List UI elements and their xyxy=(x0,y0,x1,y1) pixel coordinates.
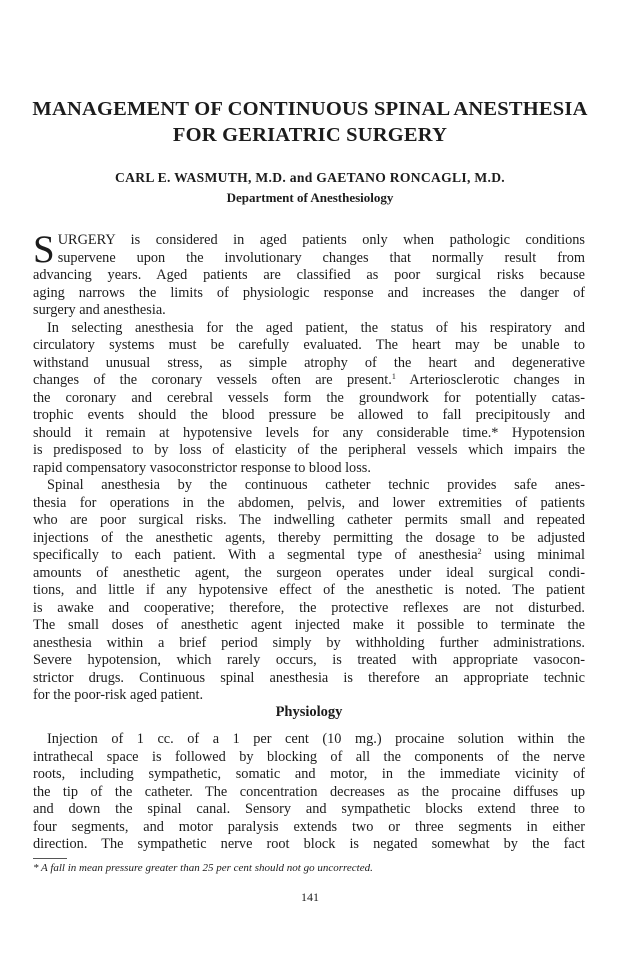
paragraph-2 xyxy=(33,320,585,478)
text-segment: Arteriosclerotic changes in xyxy=(395,372,585,388)
text-line: and down the spinal canal. Sensory and sympathetic blocks extend three to xyxy=(33,801,585,817)
text-line: injections of the anesthetic agents, thereby permitting the dosage to be adjusted xyxy=(33,529,585,546)
department: Department of Anesthesiology xyxy=(226,190,394,205)
text-line: for the poor-risk aged patient. xyxy=(33,687,204,703)
text-line: surgery and anesthesia. xyxy=(33,302,166,318)
citation-2: 2 xyxy=(477,547,482,556)
footnote-rule xyxy=(33,858,67,859)
text-line: intrathecal space is followed by blocking of all the components of the nerve xyxy=(33,748,585,765)
body-text-upper xyxy=(33,228,585,705)
text-line: is predisposed to by loss of elasticity of the peripheral vessels which impairs the xyxy=(33,442,585,458)
article-title xyxy=(22,96,598,148)
drop-cap: S xyxy=(33,228,55,271)
body-text-lower xyxy=(33,731,585,854)
intro-paragraph xyxy=(33,228,585,320)
text-line: is awake and cooperative; therefore, the protective reflexes are not disturbed. xyxy=(33,599,585,616)
title-line-2: FOR GERIATRIC SURGERY xyxy=(172,124,448,146)
footnote: * A fall in mean pressure greater than 25 per cent should not go uncorrected. xyxy=(33,862,373,874)
text-line: who are poor surgical risks. The indwelling catheter permits small and repeated xyxy=(33,512,585,528)
text-line: In selecting anesthesia for the aged patient, the status of his respiratory and xyxy=(47,319,585,336)
title-line-1: MANAGEMENT OF CONTINUOUS SPINAL ANESTHESIA xyxy=(32,98,588,120)
text-segment: specifically to each patient. With a segmental type of anesthesia xyxy=(33,547,478,563)
text-line: aging narrows the limits of physiologic response and increases the danger of xyxy=(33,284,585,301)
text-line: the tip of the catheter. The concentration decreases as the procaine diffuses up xyxy=(33,783,585,800)
text-line: supervene upon the involutionary changes that normally result from xyxy=(57,249,585,266)
text-line: circulatory systems must be carefully evaluated. The heart may be unable to xyxy=(33,337,585,353)
text-line: Injection of 1 cc. of a 1 per cent (10 mg.) procaine solution within the xyxy=(47,731,585,747)
text-line: withstand unusual stress, as simple atrophy of the heart and degenerative xyxy=(33,354,585,371)
text-line: The small doses of anesthetic agent injected make it possible to terminate the xyxy=(33,617,585,633)
paragraph-3 xyxy=(33,477,585,705)
section-heading: Physiology xyxy=(275,704,343,720)
text-line: roots, including sympathetic, somatic and motor, in the immediate vicinity of xyxy=(33,766,585,782)
text-line: trophic events should the blood pressure be allowed to fall precipitously and xyxy=(33,407,585,423)
text-line: amounts of anesthetic agent, the surgeon operates under ideal surgical condi- xyxy=(33,564,585,581)
text-line-with-citation xyxy=(33,372,585,390)
text-line-with-citation xyxy=(33,547,585,565)
page-number: 141 xyxy=(301,890,319,904)
citation-1: 1 xyxy=(391,372,396,381)
text-line: four segments, and motor paralysis extends two or three segments in either xyxy=(33,818,585,835)
text-line: advancing years. Aged patients are classified as poor surgical risks because xyxy=(33,267,585,283)
text-line: Severe hypotension, which rarely occurs, is treated with appropriate vasocon- xyxy=(33,652,585,668)
text-segment: changes of the coronary vessels often are present. xyxy=(33,372,392,388)
text-line: rapid compensatory vasoconstrictor response to blood loss. xyxy=(33,459,371,476)
text-line: tions, and little if any hypotensive effect of the anesthetic is noted. The patient xyxy=(33,582,585,598)
text-line: thesia for operations in the abdomen, pelvis, and lower extremities of patients xyxy=(33,494,585,511)
text-line: the coronary and cerebral vessels form the groundwork for potentially catas- xyxy=(33,389,585,406)
text-line: anesthesia within a brief period simply by withholding further administrations. xyxy=(33,634,585,651)
text-line: direction. The sympathetic nerve root block is negated somewhat by the fact xyxy=(33,836,585,852)
text-line: URGERY is considered in aged patients only when pathologic conditions xyxy=(57,232,585,248)
text-line: strictor drugs. Continuous spinal anesthesia is therefore an appropriate technic xyxy=(33,669,585,686)
paragraph-4 xyxy=(33,731,585,854)
text-segment: using minimal xyxy=(481,547,585,563)
text-line: Spinal anesthesia by the continuous catheter technic provides safe anes- xyxy=(47,477,585,493)
text-line: should it remain at hypotensive levels for any considerable time.* Hypotension xyxy=(33,424,585,441)
authors: CARL E. WASMUTH, M.D. and GAETANO RONCAGLI, M.D. xyxy=(114,170,506,185)
